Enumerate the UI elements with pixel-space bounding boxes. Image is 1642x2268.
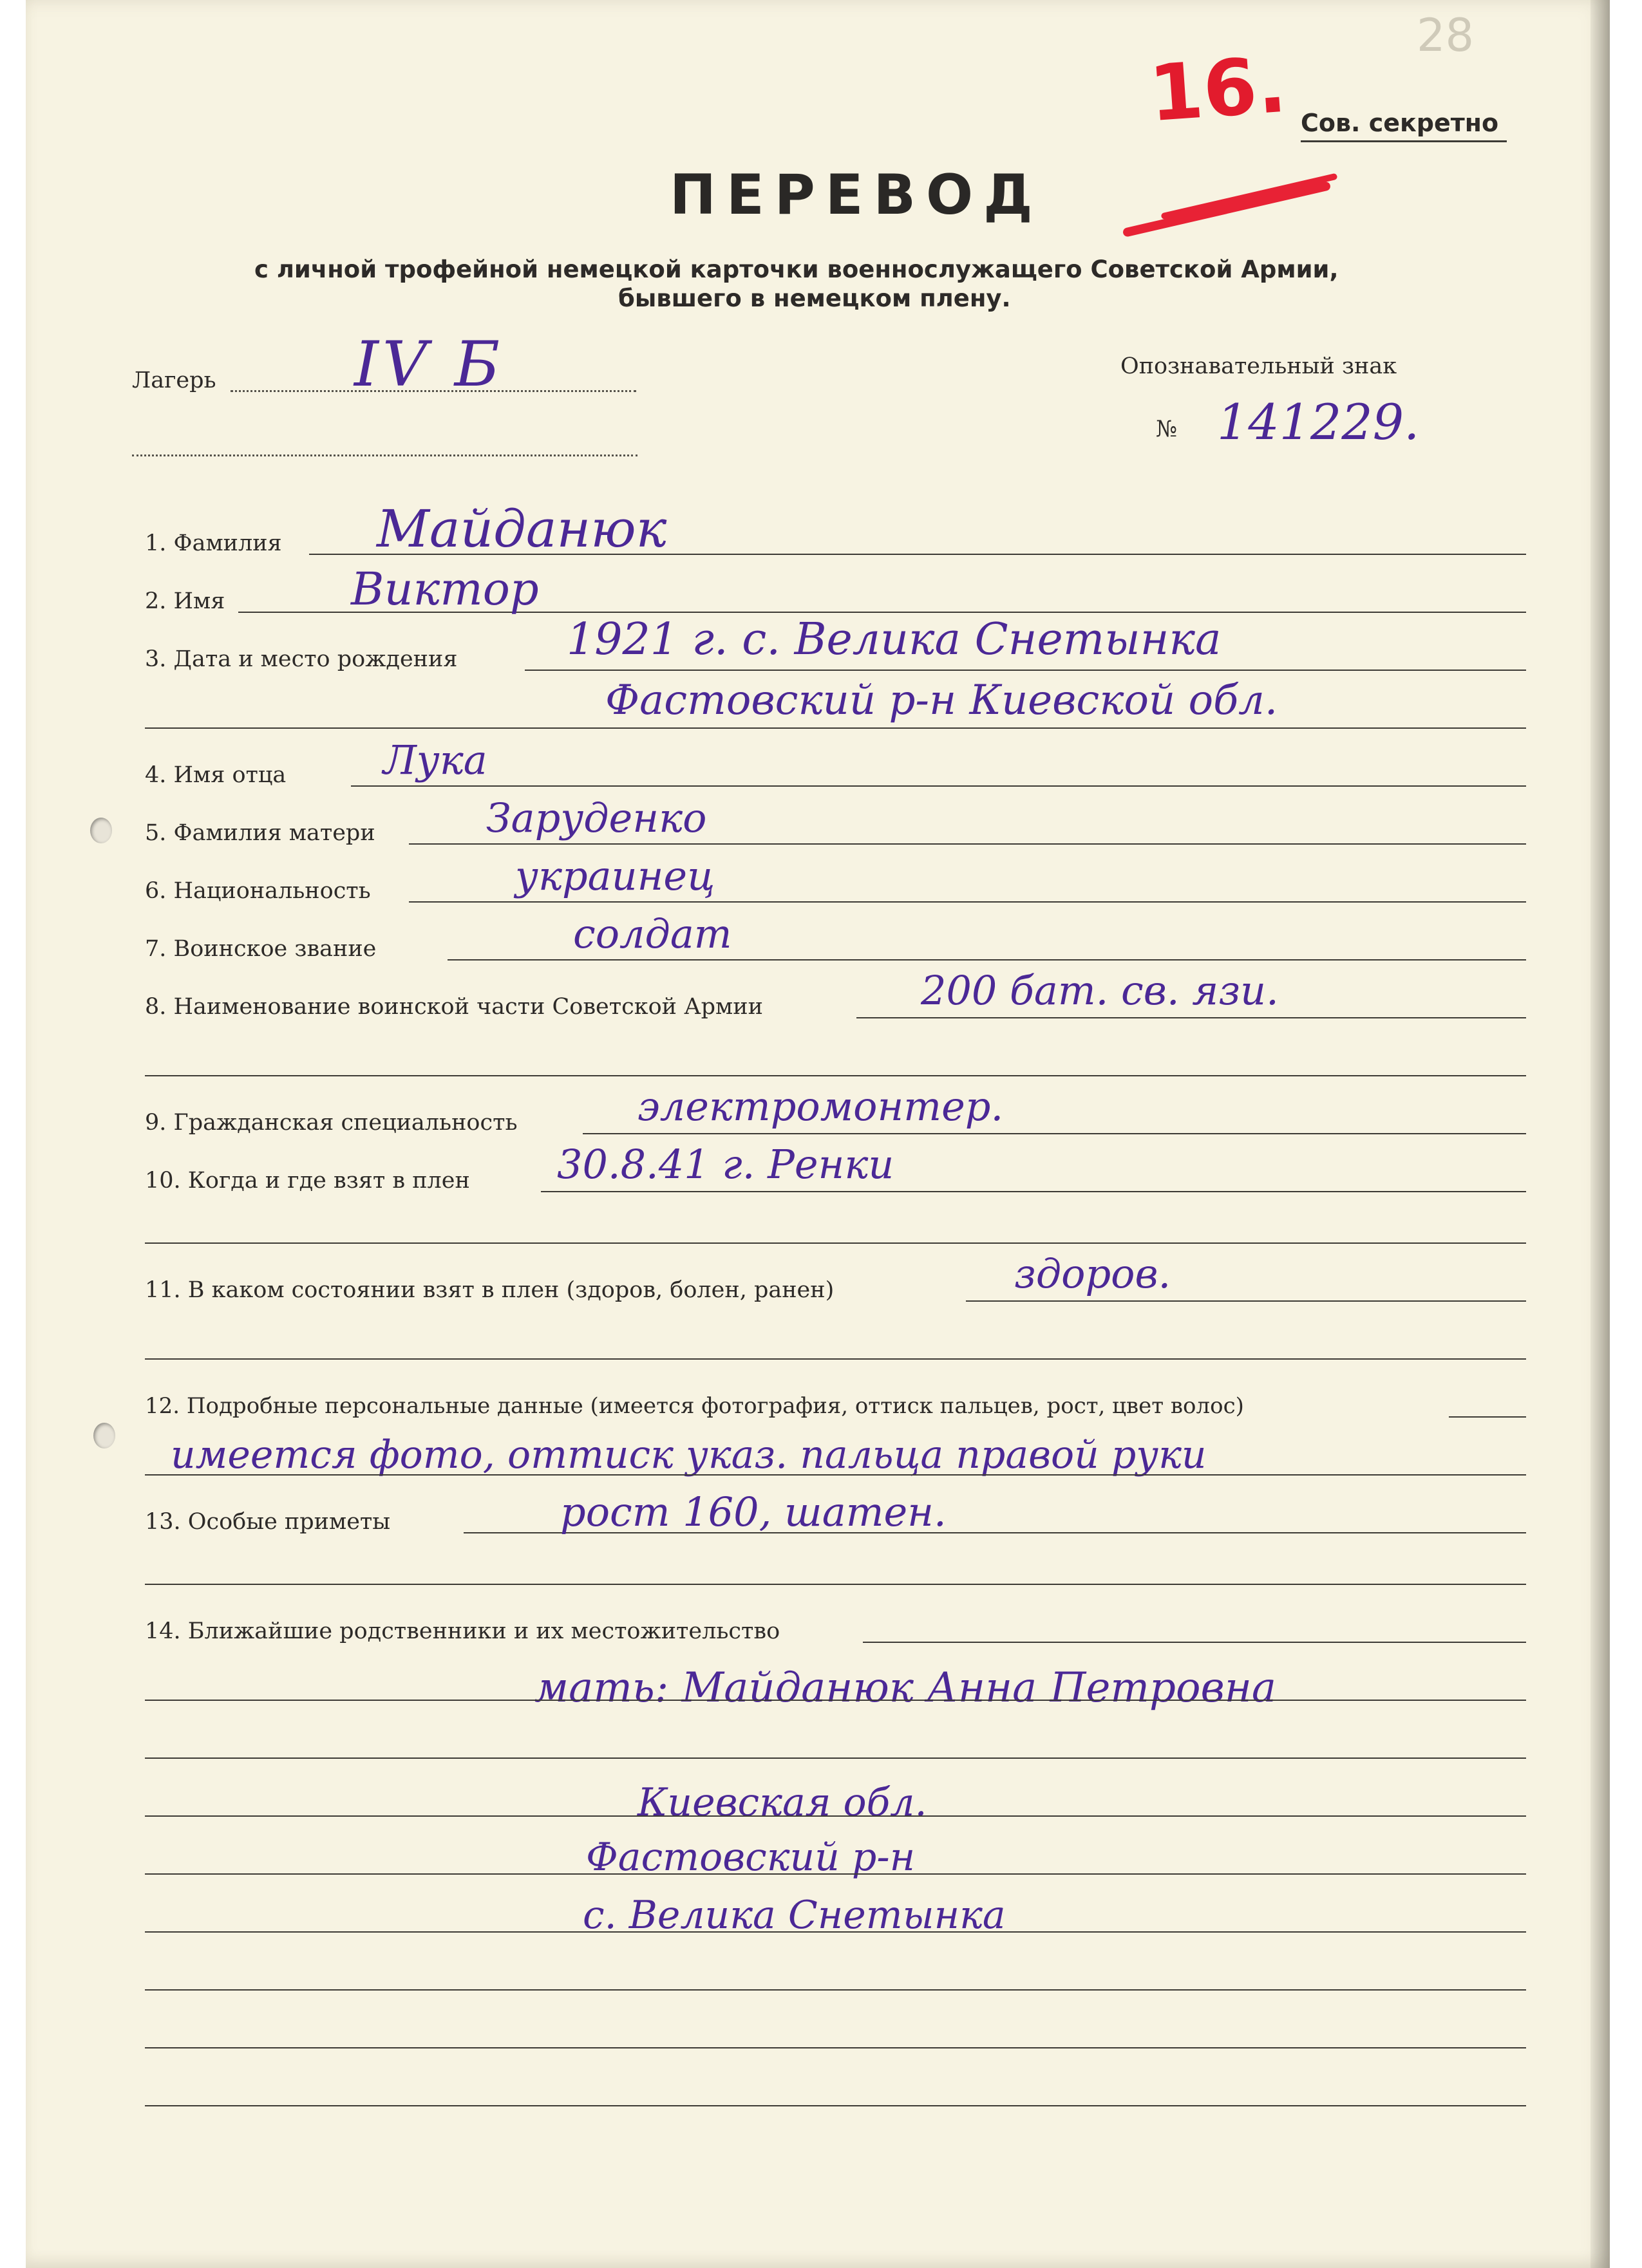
field-birth-value-2: Фастовский р-н Киевской обл. <box>605 677 1278 724</box>
field-surname-label: 1. Фамилия <box>145 530 282 556</box>
field-captured-label: 10. Когда и где взят в плен <box>145 1168 470 1194</box>
subtitle-line1: с личной трофейной немецкой карточки военнослужащего Советской Армии, <box>254 256 1339 283</box>
field-nationality-value: украинец <box>515 852 715 899</box>
field-name-label: 2. Имя <box>145 588 225 614</box>
classification: Сов. секретно <box>1301 109 1499 137</box>
field-civil-line <box>583 1133 1526 1134</box>
field-rank-value: солдат <box>573 910 732 957</box>
field-relatives-line-3 <box>145 1757 1526 1759</box>
field-personal-line <box>1449 1416 1526 1418</box>
field-nationality-label: 6. Национальность <box>145 878 371 904</box>
field-unit-line-2 <box>145 1075 1526 1076</box>
field-relatives-value-2: Киевская обл. <box>637 1780 927 1825</box>
punch-hole-top <box>90 818 112 843</box>
field-relatives-line-2 <box>145 1700 1526 1701</box>
field-civil-value: электромонтер. <box>637 1083 1004 1130</box>
field-rank-label: 7. Воинское звание <box>145 936 377 962</box>
camp-label: Лагерь <box>132 368 216 393</box>
punch-hole-bottom <box>93 1423 115 1448</box>
field-relatives-line-6 <box>145 1931 1526 1933</box>
field-relatives-line-7 <box>145 1989 1526 1991</box>
field-condition-line-2 <box>145 1358 1526 1360</box>
field-captured-line <box>541 1191 1526 1192</box>
camp-dotted-line-2 <box>132 455 637 456</box>
field-captured-line-2 <box>145 1242 1526 1244</box>
field-personal-label: 12. Подробные персональные данные (имеется фотография, оттиск пальцев, рост, цвет волос) <box>145 1393 1244 1419</box>
field-father-value: Лука <box>383 736 487 783</box>
field-relatives-line-9 <box>145 2105 1526 2106</box>
field-civil-label: 9. Гражданская специальность <box>145 1110 518 1136</box>
field-mother-line <box>409 843 1526 845</box>
subtitle-line2: бывшего в немецком плену. <box>618 285 1011 312</box>
id-tag-number-prefix: № <box>1156 417 1178 442</box>
page-title: ПЕРЕВОД <box>670 163 1043 227</box>
field-unit-line <box>856 1017 1526 1018</box>
field-nationality-line <box>409 901 1526 903</box>
field-rank-line <box>448 959 1526 961</box>
field-relatives-line-5 <box>145 1873 1526 1875</box>
field-birth-value: 1921 г. с. Велика Снетынка <box>567 614 1222 665</box>
field-condition-line <box>966 1300 1526 1302</box>
sheet-number: 16. <box>1146 40 1290 140</box>
field-mother-label: 5. Фамилия матери <box>145 820 375 846</box>
document-sheet <box>26 0 1610 2268</box>
field-father-label: 4. Имя отца <box>145 762 287 788</box>
classification-underline <box>1301 140 1507 142</box>
field-father-line <box>351 785 1526 787</box>
red-underline-2 <box>1160 173 1337 220</box>
field-unit-value: 200 бат. св. язи. <box>921 967 1279 1014</box>
field-relatives-value-3: Фастовский р-н <box>586 1835 916 1880</box>
red-underline-1 <box>1122 181 1332 238</box>
field-marks-value: рост 160, шатен. <box>560 1488 947 1535</box>
field-relatives-line <box>863 1642 1526 1643</box>
id-tag-value: 141229. <box>1217 393 1420 451</box>
field-birth-line-2 <box>145 727 1526 729</box>
field-relatives-label: 14. Ближайшие родственники и их местожительство <box>145 1618 780 1644</box>
field-personal-line-2 <box>145 1474 1526 1476</box>
field-unit-label: 8. Наименование воинской части Советской Армии <box>145 994 763 1020</box>
field-mother-value: Заруденко <box>486 794 707 841</box>
pencil-mark: 28 <box>1417 9 1475 62</box>
field-relatives-line-8 <box>145 2047 1526 2048</box>
field-birth-label: 3. Дата и место рождения <box>145 646 458 672</box>
field-condition-value: здоров. <box>1014 1250 1171 1297</box>
field-surname-value: Майданюк <box>377 499 667 559</box>
field-relatives-value-4: с. Велика Снетынка <box>583 1893 1006 1938</box>
field-birth-line <box>525 670 1526 671</box>
field-captured-value: 30.8.41 г. Ренки <box>557 1141 894 1188</box>
field-personal-value: имеется фото, оттиск указ. пальца правой руки <box>171 1432 1207 1477</box>
field-condition-label: 11. В каком состоянии взят в плен (здоров, болен, ранен) <box>145 1277 835 1303</box>
field-marks-label: 13. Особые приметы <box>145 1509 391 1535</box>
field-relatives-value: мать: Майданюк Анна Петровна <box>534 1664 1277 1712</box>
id-tag-label: Опознавательный знак <box>1120 353 1397 379</box>
camp-value: IV Б <box>354 328 504 400</box>
page-edge-shadow <box>1590 0 1610 2268</box>
field-name-value: Виктор <box>351 563 539 615</box>
field-marks-line-2 <box>145 1584 1526 1585</box>
field-relatives-line-4 <box>145 1815 1526 1817</box>
